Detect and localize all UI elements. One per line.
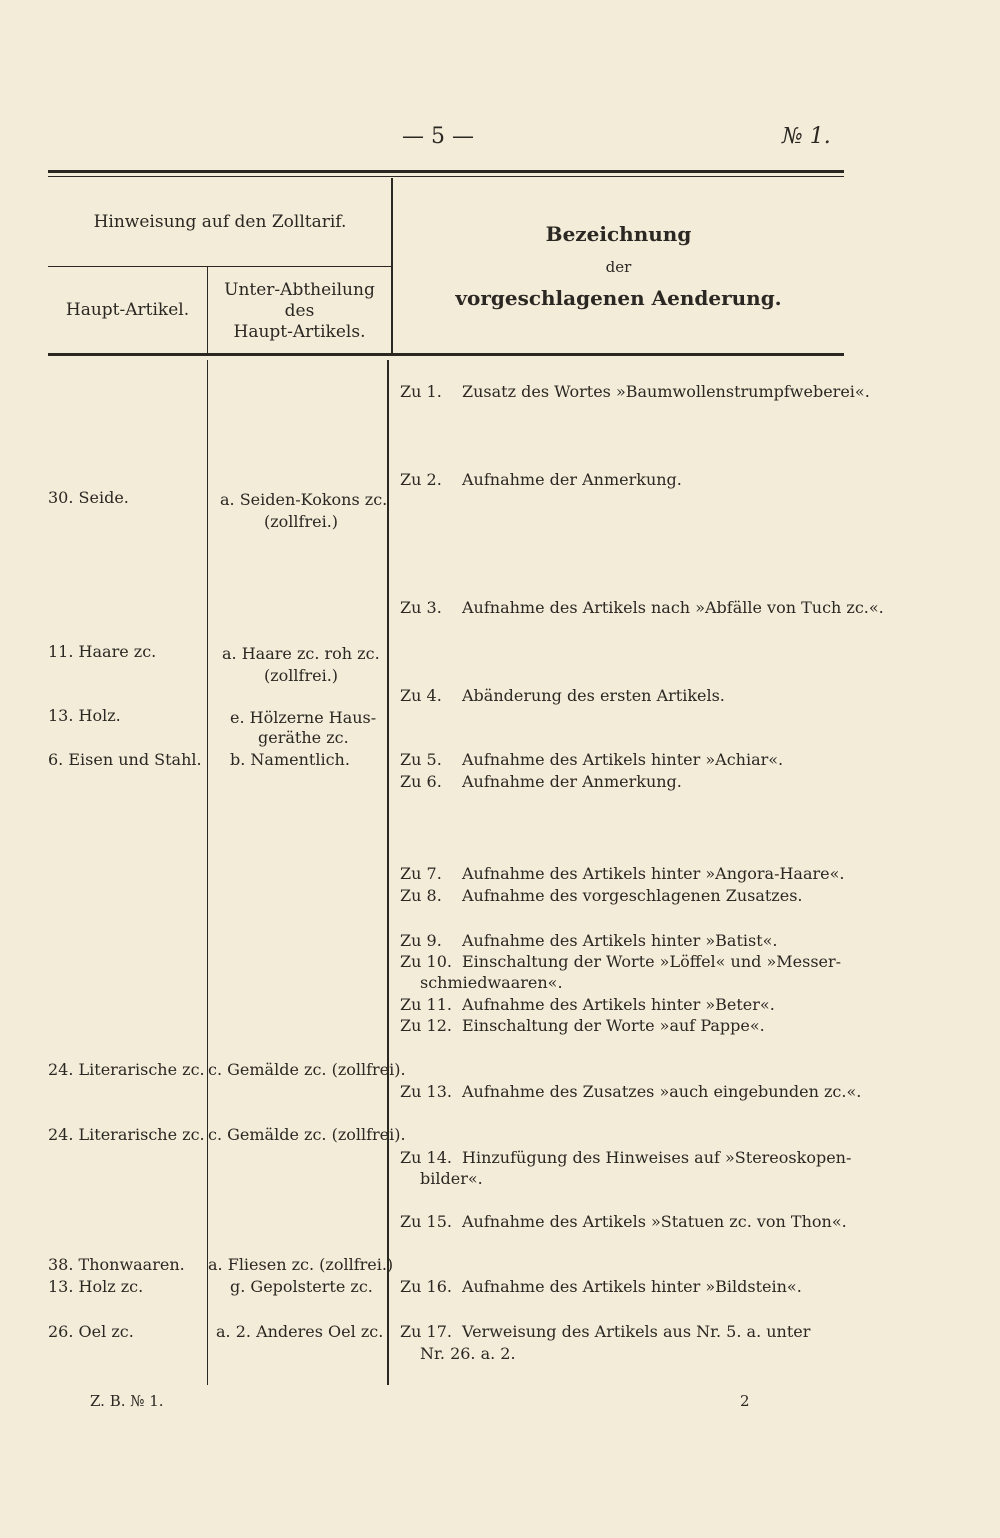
entry-zu-3: Zu 3. Aufnahme des Artikels nach »Abfälle von Tuch zc.«. [400, 598, 884, 617]
column-header-unter-line1: Unter-Abtheilung [224, 280, 375, 300]
haupt-artikel-cell: 6. Eisen und Stahl. [48, 750, 202, 769]
footer-sheet-number: 2 [740, 1392, 750, 1410]
entry-zu-17-cont: Nr. 26. a. 2. [420, 1344, 516, 1363]
entry-zu-8: Zu 8. Aufnahme des vorgeschlagenen Zusatzes. [400, 886, 803, 905]
column-header-haupt: Haupt-Artikel. [65, 300, 190, 320]
entry-zu-2: Zu 2. Aufnahme der Anmerkung. [400, 470, 682, 489]
entry-zu-12: Zu 12. Einschaltung der Worte »auf Pappe«. [400, 1016, 765, 1035]
unter-abtheilung-cell: geräthe zc. [258, 728, 349, 747]
unter-abtheilung-cell: c. Gemälde zc. (zollfrei). [208, 1060, 406, 1079]
entry-zu-13: Zu 13. Aufnahme des Zusatzes »auch eingebunden zc.«. [400, 1082, 862, 1101]
unter-abtheilung-cell: a. Fliesen zc. (zollfrei.) [208, 1255, 394, 1274]
haupt-artikel-cell: 26. Oel zc. [48, 1322, 134, 1341]
top-rule-thin [48, 176, 844, 177]
entry-zu-11: Zu 11. Aufnahme des Artikels hinter »Beter«. [400, 995, 775, 1014]
column-header-der: der [605, 258, 632, 276]
header-bottom-rule [48, 353, 844, 356]
haupt-artikel-cell: 24. Literarische zc. [48, 1125, 205, 1144]
entry-zu-4: Zu 4. Abänderung des ersten Artikels. [400, 686, 725, 705]
entry-zu-10: Zu 10. Einschaltung der Worte »Löffel« und »Messer- [400, 952, 842, 971]
unter-abtheilung-cell: (zollfrei.) [264, 512, 339, 531]
entry-zu-17: Zu 17. Verweisung des Artikels aus Nr. 5. a. unter [400, 1322, 811, 1341]
group-header: Hinweisung auf den Zolltarif. [93, 212, 347, 232]
column-divider-2-body [387, 360, 389, 1385]
haupt-artikel-cell: 13. Holz. [48, 706, 121, 725]
entry-zu-1: Zu 1. Zusatz des Wortes »Baumwollenstrumpfweberei«. [400, 382, 870, 401]
entry-zu-15: Zu 15. Aufnahme des Artikels »Statuen zc. von Thon«. [400, 1212, 847, 1231]
column-header-bezeichnung: Bezeichnung [545, 222, 692, 246]
unter-abtheilung-cell: a. Seiden-Kokons zc. [220, 490, 388, 509]
haupt-artikel-cell: 11. Haare zc. [48, 642, 157, 661]
issue-number: № 1. [782, 124, 831, 149]
entry-zu-7: Zu 7. Aufnahme des Artikels hinter »Angora-Haare«. [400, 864, 845, 883]
column-divider-1-body [207, 360, 208, 1385]
column-header-unter-line2: des [284, 301, 315, 321]
unter-abtheilung-cell: c. Gemälde zc. (zollfrei). [208, 1125, 406, 1144]
haupt-artikel-cell: 30. Seide. [48, 488, 129, 507]
top-rule [48, 170, 844, 173]
unter-abtheilung-cell: g. Gepolsterte zc. [230, 1277, 373, 1296]
entry-zu-16: Zu 16. Aufnahme des Artikels hinter »Bildstein«. [400, 1277, 802, 1296]
unter-abtheilung-cell: b. Namentlich. [230, 750, 350, 769]
column-header-aenderung: vorgeschlagenen Aenderung. [455, 286, 782, 310]
header-subrule [48, 266, 392, 267]
column-header-unter-line3: Haupt-Artikels. [233, 322, 366, 342]
unter-abtheilung-cell: e. Hölzerne Haus- [230, 708, 377, 727]
haupt-artikel-cell: 13. Holz zc. [48, 1277, 144, 1296]
entry-zu-6: Zu 6. Aufnahme der Anmerkung. [400, 772, 682, 791]
unter-abtheilung-cell: (zollfrei.) [264, 666, 339, 685]
entry-zu-14-cont: bilder«. [420, 1169, 483, 1188]
footer-signature: Z. B. № 1. [90, 1392, 164, 1410]
entry-zu-14: Zu 14. Hinzufügung des Hinweises auf »Stereoskopen- [400, 1148, 852, 1167]
entry-zu-9: Zu 9. Aufnahme des Artikels hinter »Batist«. [400, 931, 778, 950]
page-number: — 5 — [402, 124, 474, 149]
unter-abtheilung-cell: a. 2. Anderes Oel zc. [216, 1322, 384, 1341]
entry-zu-10-cont: schmiedwaaren«. [420, 973, 563, 992]
haupt-artikel-cell: 24. Literarische zc. [48, 1060, 205, 1079]
entry-zu-5: Zu 5. Aufnahme des Artikels hinter »Achiar«. [400, 750, 784, 769]
haupt-artikel-cell: 38. Thonwaaren. [48, 1255, 185, 1274]
unter-abtheilung-cell: a. Haare zc. roh zc. [222, 644, 380, 663]
